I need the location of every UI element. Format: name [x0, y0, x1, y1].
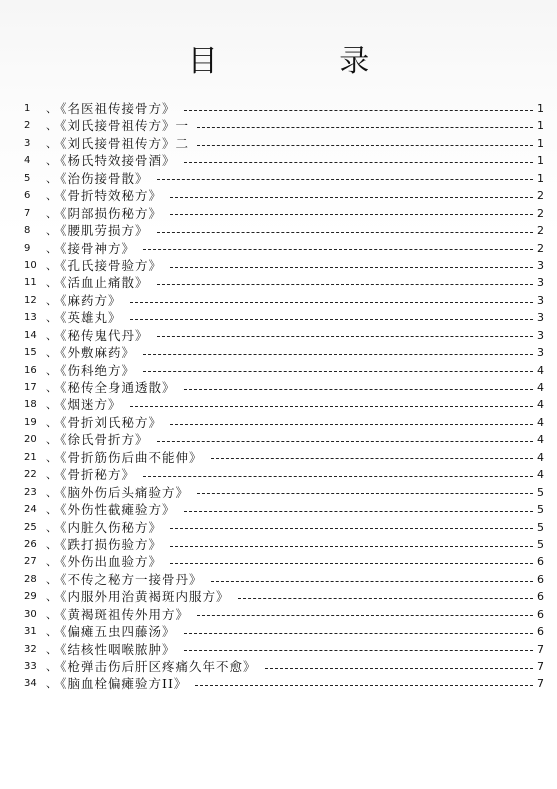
toc-entry[interactable]: [24, 379, 544, 396]
toc-dot-leader: [170, 545, 533, 547]
toc-entry-number: 27: [24, 556, 37, 568]
toc-entry-separator: 、: [46, 258, 57, 272]
toc-entry-page-number: 7: [537, 642, 544, 656]
toc-entry-page-number: 2: [537, 206, 544, 220]
toc-entry[interactable]: [24, 431, 544, 448]
toc-entry[interactable]: [24, 414, 544, 431]
toc-entry-number: 13: [24, 312, 37, 324]
toc-entry[interactable]: [24, 675, 544, 692]
toc-entry-title: 《刘氏接骨祖传方》一: [54, 118, 190, 134]
toc-entry-page-number: 4: [537, 381, 544, 394]
toc-dot-leader: [130, 318, 533, 320]
toc-entry-separator: 、: [46, 224, 57, 238]
toc-entry-page-number: 2: [537, 241, 544, 255]
toc-entry[interactable]: [24, 327, 544, 344]
toc-entry-page-number: 1: [537, 136, 544, 150]
toc-entry-separator: 、: [46, 625, 57, 639]
toc-entry-number: 29: [24, 591, 37, 603]
toc-entry[interactable]: [24, 170, 544, 187]
toc-entry-title: 《跌打损伤验方》: [54, 536, 163, 552]
toc-entry-separator: 、: [46, 433, 57, 447]
toc-dot-leader: [157, 178, 533, 180]
toc-entry-title: 《伤科绝方》: [54, 362, 136, 378]
toc-dot-leader: [157, 231, 533, 233]
toc-entry-number: 11: [24, 277, 37, 289]
toc-entry-separator: 、: [46, 119, 57, 133]
toc-entry-separator: 、: [46, 468, 57, 482]
toc-entry-page-number: 5: [537, 485, 544, 499]
toc-entry-separator: 、: [46, 520, 57, 534]
toc-entry-page-number: 3: [537, 346, 544, 360]
toc-entry-number: 4: [24, 155, 31, 167]
toc-entry-page-number: 4: [537, 450, 544, 464]
toc-entry-number: 30: [24, 608, 37, 620]
toc-entry-page-number: 1: [537, 119, 544, 133]
toc-entry[interactable]: [24, 222, 544, 239]
toc-dot-leader: [130, 301, 533, 303]
toc-entry-title: 《偏瘫五虫四藤汤》: [54, 624, 176, 640]
toc-entry-page-number: 7: [537, 677, 544, 691]
toc-entry-number: 22: [24, 469, 37, 481]
toc-entry-separator: 、: [46, 503, 57, 517]
toc-entry[interactable]: [24, 362, 544, 379]
toc-entry-title: 《骨折筋伤后曲不能伸》: [54, 449, 203, 465]
toc-entry-number: 12: [24, 294, 37, 306]
toc-entry-separator: 、: [46, 363, 57, 377]
toc-entry-page-number: 3: [537, 293, 544, 307]
toc-entry-separator: 、: [46, 642, 57, 656]
toc-entry[interactable]: [24, 117, 544, 134]
toc-entry-page-number: 5: [537, 520, 544, 534]
toc-entry-separator: 、: [46, 381, 57, 394]
toc-entry-page-number: 7: [537, 660, 544, 673]
toc-entry-title: 《脑血栓偏瘫验方II》: [54, 676, 188, 692]
toc-dot-leader: [143, 353, 533, 355]
toc-entry[interactable]: [24, 484, 544, 501]
toc-entry-page-number: 6: [537, 625, 544, 639]
toc-dot-leader: [143, 370, 533, 372]
toc-entry-title: 《骨折特效秘方》: [54, 188, 163, 204]
toc-dot-leader: [143, 248, 533, 250]
toc-entry-separator: 、: [46, 555, 57, 569]
toc-entry-number: 10: [24, 259, 37, 271]
toc-entry[interactable]: [24, 152, 544, 169]
toc-entry-title: 《枪弹击伤后肝区疼痛久年不愈》: [54, 659, 257, 674]
toc-entry-separator: 、: [46, 102, 57, 115]
toc-entry-separator: 、: [46, 189, 57, 203]
toc-entry-title: 《徐氏骨折方》: [54, 432, 149, 448]
toc-dot-leader: [130, 405, 533, 407]
toc-dot-leader: [157, 440, 533, 442]
toc-entry-title: 《活血止痛散》: [54, 275, 149, 291]
toc-dot-leader: [184, 632, 533, 634]
toc-dot-leader: [170, 196, 533, 198]
toc-dot-leader: [211, 457, 533, 459]
toc-entry[interactable]: [24, 257, 544, 274]
toc-entry[interactable]: [24, 292, 544, 309]
toc-entry[interactable]: [24, 553, 544, 570]
toc-entry[interactable]: [24, 641, 544, 658]
toc-entry-number: 16: [24, 364, 37, 376]
toc-entry-title: 《杨氏特效接骨酒》: [54, 153, 176, 169]
toc-dot-leader: [184, 161, 533, 163]
toc-entry-number: 26: [24, 538, 37, 550]
toc-entry-title: 《秘传鬼代丹》: [54, 327, 149, 343]
toc-dot-leader: [211, 580, 533, 582]
toc-entry-title: 《阴部损伤秘方》: [54, 205, 163, 221]
toc-entry-number: 9: [24, 242, 31, 254]
toc-entry-number: 1: [24, 103, 31, 114]
toc-entry-title: 《腰肌劳损方》: [54, 223, 149, 239]
toc-entry[interactable]: [24, 606, 544, 623]
toc-entry-title: 《接骨神方》: [54, 240, 136, 256]
toc-entry-page-number: 5: [537, 503, 544, 517]
toc-entry-page-number: 6: [537, 590, 544, 604]
toc-entry[interactable]: [24, 519, 544, 536]
toc-entry-separator: 、: [46, 206, 57, 220]
toc-entry-separator: 、: [46, 537, 57, 551]
toc-entry-number: 25: [24, 521, 37, 533]
toc-entry-page-number: 1: [537, 171, 544, 185]
toc-entry-separator: 、: [46, 328, 57, 342]
toc-entry-separator: 、: [46, 293, 57, 307]
toc-entry-number: 20: [24, 434, 37, 446]
toc-entry-separator: 、: [46, 572, 57, 586]
toc-entry-page-number: 4: [537, 363, 544, 377]
toc-entry-number: 34: [24, 678, 37, 690]
toc-entry[interactable]: [24, 205, 544, 222]
toc-entry-page-number: 3: [537, 311, 544, 325]
toc-entry-title: 《结核性咽喉脓肿》: [54, 641, 176, 657]
toc-entry-page-number: 5: [537, 537, 544, 551]
toc-entry-separator: 、: [46, 171, 57, 185]
toc-dot-leader: [195, 684, 533, 686]
toc-entry[interactable]: [24, 449, 544, 466]
toc-entry-number: 14: [24, 329, 37, 341]
toc-dot-leader: [184, 388, 533, 390]
toc-dot-leader: [157, 283, 533, 285]
toc-entry-page-number: 4: [537, 433, 544, 447]
toc-entry-page-number: 4: [537, 468, 544, 482]
toc-entry-separator: 、: [46, 154, 57, 168]
toc-entry-page-number: 4: [537, 398, 544, 412]
toc-dot-leader: [170, 213, 533, 215]
toc-entry-title: 《骨折刘氏秘方》: [54, 414, 163, 430]
toc-entry-separator: 、: [46, 590, 57, 604]
toc-dot-leader: [143, 475, 533, 477]
toc-entry[interactable]: [24, 240, 544, 257]
toc-entry-number: 15: [24, 347, 37, 359]
toc-entry-title: 《外伤性截瘫验方》: [54, 502, 176, 518]
toc-entry-title: 《秘传全身通透散》: [54, 380, 176, 395]
toc-entry[interactable]: [24, 466, 544, 483]
toc-dot-leader: [170, 527, 533, 529]
toc-entry-page-number: 1: [537, 102, 544, 115]
toc-entry-separator: 、: [46, 398, 57, 412]
toc-entry-page-number: 6: [537, 555, 544, 569]
toc-entry-number: 17: [24, 382, 37, 393]
toc-dot-leader: [170, 562, 533, 564]
toc-entry-number: 32: [24, 643, 37, 655]
toc-entry-number: 18: [24, 399, 37, 411]
toc-entry-separator: 、: [46, 677, 57, 691]
toc-dot-leader: [197, 144, 533, 146]
toc-entry-separator: 、: [46, 276, 57, 290]
toc-dot-leader: [238, 597, 533, 599]
toc-entry-page-number: 4: [537, 415, 544, 429]
toc-entry-title: 《内服外用治黄褐斑内服方》: [54, 589, 230, 605]
toc-entry-title: 《外敷麻药》: [54, 345, 136, 361]
toc-entry-page-number: 3: [537, 258, 544, 272]
toc-entry[interactable]: [24, 187, 544, 204]
toc-entry-title: 《外伤出血验方》: [54, 554, 163, 570]
toc-entry-page-number: 6: [537, 607, 544, 621]
toc-entry-separator: 、: [46, 346, 57, 360]
page-title: 目 录: [187, 44, 426, 79]
toc-entry-page-number: 2: [537, 189, 544, 203]
toc-entry-title: 《黄褐斑祖传外用方》: [54, 606, 190, 622]
toc-dot-leader: [157, 335, 533, 337]
toc-entry[interactable]: [24, 135, 544, 152]
toc-entry-separator: 、: [46, 311, 57, 325]
toc-entry-page-number: 2: [537, 224, 544, 238]
toc-entry[interactable]: [24, 274, 544, 291]
toc-dot-leader: [184, 109, 533, 111]
toc-entry-number: 23: [24, 486, 37, 498]
toc-entry-page-number: 3: [537, 328, 544, 342]
toc-entry-title: 《内脏久伤秘方》: [54, 519, 163, 535]
toc-dot-leader: [170, 266, 533, 268]
toc-entry-separator: 、: [46, 660, 57, 673]
toc-entry-page-number: 1: [537, 154, 544, 168]
toc-dot-leader: [184, 510, 533, 512]
toc-dot-leader: [197, 126, 533, 128]
toc-entry[interactable]: [24, 501, 544, 518]
toc-entry[interactable]: [24, 100, 544, 117]
toc-entry-title: 《治伤接骨散》: [54, 170, 149, 186]
toc-entry-title: 《英雄丸》: [54, 310, 122, 326]
toc-entry[interactable]: [24, 623, 544, 640]
toc-entry-separator: 、: [46, 136, 57, 150]
toc-entry[interactable]: [24, 588, 544, 605]
toc-dot-leader: [170, 423, 533, 425]
toc-entry-number: 2: [24, 120, 31, 132]
toc-entry-title: 《麻药方》: [54, 292, 122, 308]
toc-dot-leader: [197, 614, 533, 616]
toc-entry[interactable]: [24, 309, 544, 326]
toc-entry-number: 6: [24, 190, 31, 202]
toc-entry-title: 《脑外伤后头痛验方》: [54, 484, 190, 500]
toc-entry[interactable]: [24, 571, 544, 588]
toc-entry[interactable]: [24, 396, 544, 413]
toc-entry-page-number: 6: [537, 572, 544, 586]
toc-entry-separator: 、: [46, 607, 57, 621]
toc-dot-leader: [184, 649, 533, 651]
toc-entry-number: 21: [24, 451, 37, 463]
toc-entry-title: 《孔氏接骨验方》: [54, 257, 163, 273]
toc-entry-title: 《骨折秘方》: [54, 467, 136, 483]
toc-dot-leader: [265, 667, 533, 669]
toc-entry-page-number: 3: [537, 276, 544, 290]
toc-entry-number: 7: [24, 207, 31, 219]
toc-entry-number: 33: [24, 661, 37, 672]
toc-entry-number: 5: [24, 172, 31, 184]
toc-entry-title: 《刘氏接骨祖传方》二: [54, 135, 190, 151]
toc-entry[interactable]: [24, 658, 544, 675]
table-of-contents: [24, 100, 544, 693]
toc-entry-number: 28: [24, 573, 37, 585]
toc-entry-number: 8: [24, 225, 31, 237]
toc-entry-title: 《名医祖传接骨方》: [54, 101, 176, 116]
toc-entry[interactable]: [24, 344, 544, 361]
toc-entry-separator: 、: [46, 241, 57, 255]
toc-entry-title: 《烟迷方》: [54, 397, 122, 413]
toc-entry-title: 《不传之秘方一接骨丹》: [54, 571, 203, 587]
toc-entry-number: 3: [24, 137, 31, 149]
toc-entry-separator: 、: [46, 415, 57, 429]
toc-entry-number: 31: [24, 626, 37, 638]
toc-entry[interactable]: [24, 536, 544, 553]
toc-dot-leader: [197, 492, 533, 494]
toc-entry-separator: 、: [46, 450, 57, 464]
toc-entry-number: 19: [24, 416, 37, 428]
toc-entry-number: 24: [24, 504, 37, 516]
toc-entry-separator: 、: [46, 485, 57, 499]
